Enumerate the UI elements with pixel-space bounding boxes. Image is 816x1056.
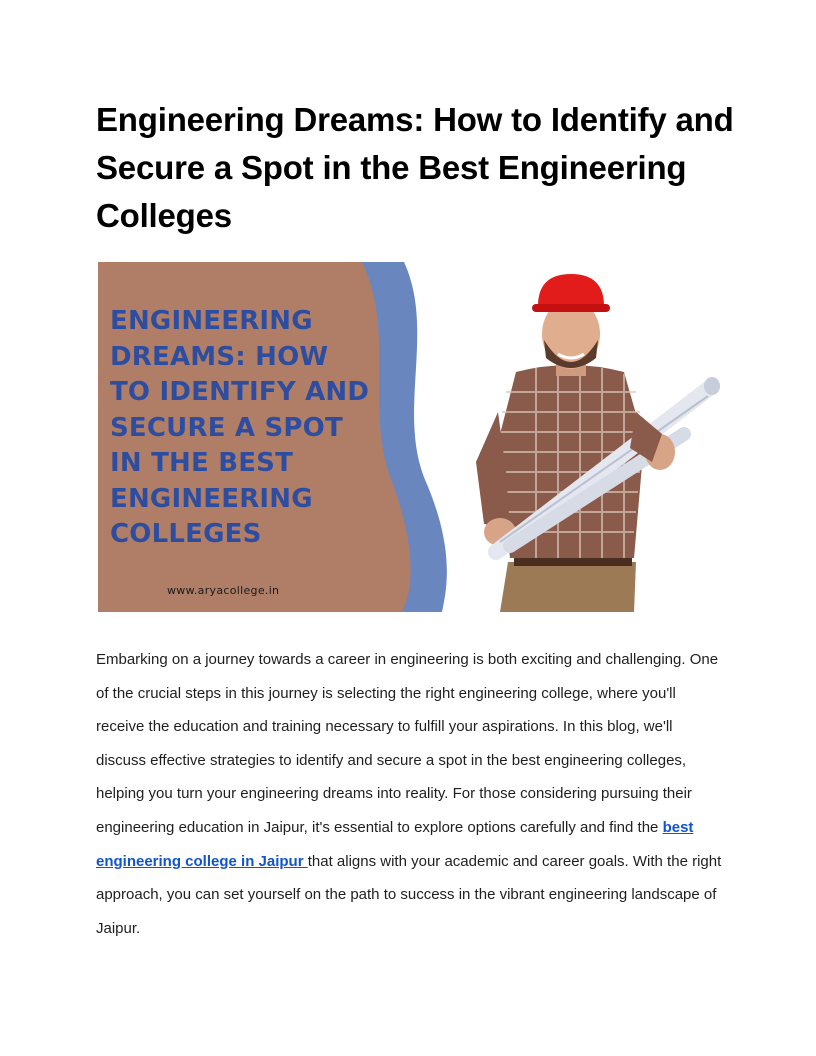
banner-headline-line: COLLEGES	[110, 519, 262, 549]
intro-text-part-2: that aligns with your academic and career goals. With the right approach, you can set yourself on the path to success in the vibrant engineering landscape of Jaipur.	[96, 852, 722, 937]
banner-headline-line: TO IDENTIFY AND	[110, 377, 370, 407]
banner-headline-line: DREAMS: HOW	[110, 341, 329, 372]
banner-headline	[110, 304, 380, 553]
banner-headline-line: IN THE BEST	[110, 448, 294, 478]
intro-paragraph	[96, 643, 726, 945]
intro-text-part-1: Embarking on a journey towards a career in engineering is both exciting and challenging. One of the crucial steps in this journey is selecting the right engineering college, where you'll receive the education and training necessary to fulfill your aspirations. In this blog, we'll discuss effective strategies to identify and secure a spot in the best engineering colleges, helping you turn your engineering dreams into reality. For those considering pursuing their engineering education in Jaipur, it's essential to explore options carefully and find the	[96, 651, 719, 836]
banner-website-url: www.aryacollege.in	[167, 584, 280, 597]
page-title: Engineering Dreams: How to Identify and Secure a Spot in the Best Engineering Colleges	[96, 101, 734, 234]
engineer-with-blueprints-icon	[476, 274, 720, 612]
best-engineering-college-link[interactable]: best engineering college in Jaipur	[96, 818, 694, 870]
hero-banner	[96, 262, 720, 612]
banner-headline-line: SECURE A SPOT	[110, 412, 343, 443]
banner-headline-line: ENGINEERING	[110, 483, 313, 514]
banner-headline-line: ENGINEERING	[110, 306, 313, 336]
